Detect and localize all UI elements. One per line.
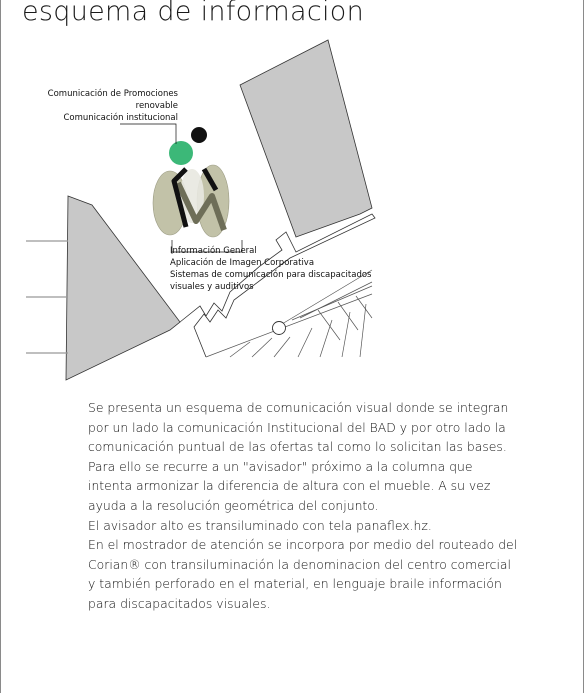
paragraph-4: En el mostrador de atención se incorpora por medio del routeado del Corian® con transiluminación la denominacion del centro comercial y también perforado en el material, en lenguaje braile información para discapacitados visuales. — [88, 537, 518, 611]
label-informacion-general: Información General — [170, 246, 257, 256]
paragraph-2: Para ello se recurre a un "avisador" próximo a la columna que intenta armonizar la diferencia de altura con el mueble. A su vez ayuda a la resolución geométrica del conjunto. — [88, 458, 491, 513]
page-title: esquema de informacion — [22, 0, 364, 27]
label-comunicacion-promociones: Comunicación de Promociones — [47, 89, 178, 99]
right-furniture-block — [240, 40, 372, 237]
leader-line-top — [120, 124, 176, 144]
label-comunicacion-institucional: Comunicación institucional — [63, 113, 178, 123]
paragraph-1: Se presenta un esquema de comunicación visual donde se integran por un lado la comunicación Institucional del BAD y por otro lado la comunicación puntual de las ofertas tal como lo solicitan las bases. — [88, 400, 509, 455]
green-circle — [169, 141, 193, 165]
label-imagen-corporativa: Aplicación de Imagen Corporativa — [170, 258, 315, 268]
label-renovable: renovable — [135, 101, 178, 111]
black-circle — [191, 127, 207, 143]
description-text — [88, 398, 518, 614]
label-visuales-auditivos: visuales y auditivos — [170, 282, 254, 292]
paragraph-3: El avisador alto es transiluminado con tela panaflex.hz. — [88, 517, 432, 533]
label-sistemas-comunicacion: Sistemas de comunicación para discapacitados — [170, 270, 372, 280]
column-circle — [273, 322, 286, 335]
